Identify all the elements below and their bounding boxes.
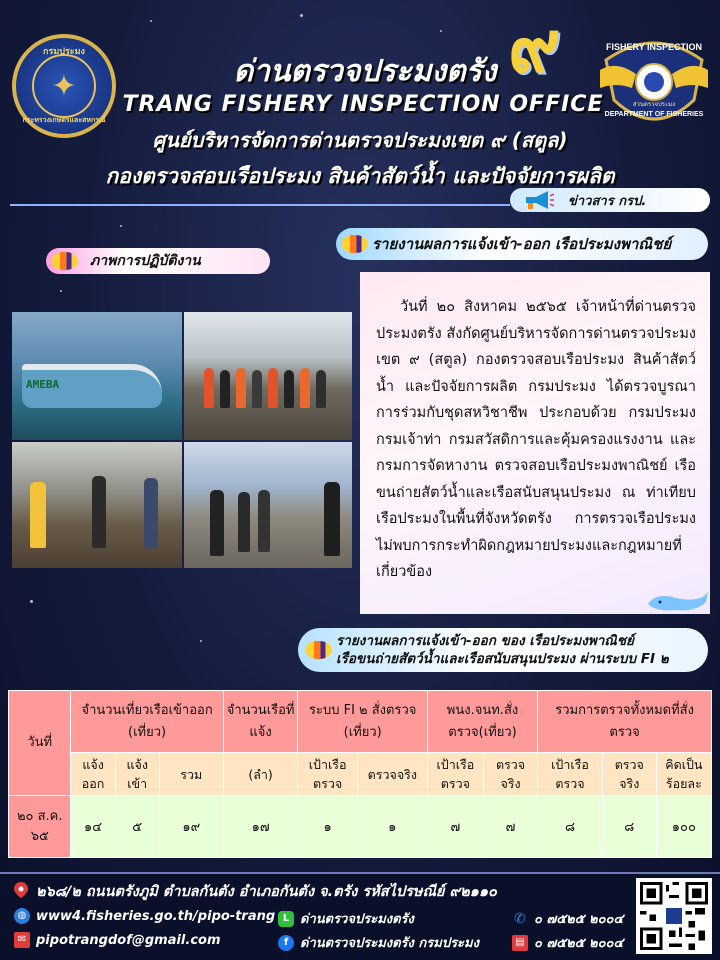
star	[150, 20, 152, 22]
person-figure	[324, 482, 340, 556]
phone-text[interactable]: ๐ ๗๕๒๕ ๒๐๐๔	[534, 912, 624, 927]
line-app-icon: L	[278, 911, 294, 927]
star	[60, 290, 62, 292]
address-text: ๒๖๘/๒ ถนนตรังภูมิ ตำบลกันตัง อำเภอกันตัง จ.ตรัง รหัสไปรษณีย์ ๙๒๑๑๐	[36, 884, 497, 900]
globe-icon: ◍	[14, 908, 30, 924]
fi2-heading	[298, 628, 708, 672]
divider	[10, 204, 510, 206]
fax-text[interactable]: ๐ ๗๕๒๕ ๒๐๐๔	[534, 936, 624, 951]
news-tag	[510, 188, 710, 212]
sub-out: แจ้งออก	[71, 753, 115, 796]
footer-divider	[0, 872, 720, 874]
fish-icon	[52, 252, 78, 270]
star	[300, 14, 303, 17]
report-paragraph: วันที่ ๒๐ สิงหาคม ๒๕๖๕ เจ้าหน้าที่ด่านตรวจประมงตรัง สังกัดศูนย์บริหารจัดการด่านตรวจประมง เขต ๙ (สตูล) กองตรวจสอบเรือประมง สินค้าสัตว์น้ำ และปัจจัยการผลิต กรมประมง ได้ตรวจบูรณาการร่วมกับชุดสหวิชาชีพ ประกอบด้วย กรมประมง กรมเจ้าท่า กรมสวัสดิการและคุ้มครองแรงงาน และกรมการจัดหางาน ตรวจสอบเรือประมงพาณิชย์ เรือขนถ่ายสัตว์น้ำและเรือสนับสนุนประมง ณ ท่าเทียบเรือประมงในพื้นที่จังหวัดตรัง การตรวจเรือประมง ไม่พบการกระทำผิดกฎหมายประมงและกฎหมายที่เกี่ยวข้อง	[376, 299, 696, 580]
facebook-text[interactable]: ด่านตรวจประมงตรัง กรมประมง	[300, 936, 479, 951]
person-figure	[258, 490, 270, 552]
sub-fi2-actual: ตรวจจริง	[357, 753, 427, 796]
fishery-inspection-logo	[596, 30, 712, 134]
cell-pipo-actual: ๗	[483, 796, 537, 858]
sub-sum: รวม	[159, 753, 223, 796]
table-header-row	[9, 691, 712, 753]
footer-line-account[interactable]	[278, 908, 414, 929]
person-figure	[30, 482, 46, 548]
fish-icon	[342, 235, 368, 253]
fi2-heading-line2: เรือขนถ่ายสัตว์น้ำและเรือสนับสนุนประมง ผ่านระบบ FI ๒	[336, 651, 669, 667]
person-figure	[238, 492, 250, 552]
logo-right-top-text: FISHERY INSPECTION	[605, 42, 703, 52]
qr-code-icon	[640, 882, 708, 950]
photo-fishing-boat	[12, 312, 182, 440]
sub-percent: คิดเป็นร้อยละ	[656, 753, 711, 796]
email-icon: ✉	[14, 932, 30, 948]
fish-icon	[306, 641, 332, 659]
phone-icon: ✆	[514, 910, 526, 927]
office-title-english: TRANG FISHERY INSPECTION OFFICE	[122, 92, 604, 117]
cell-fi2-actual: ๑	[357, 796, 427, 858]
col-pipo-header: พนง.จนท.สั่งตรวจ(เที่ยว)	[427, 691, 537, 753]
col-vessels-header: จำนวนเรือที่แจ้ง	[223, 691, 298, 753]
person-figure	[144, 478, 158, 548]
star	[120, 225, 122, 227]
person-figure	[236, 368, 246, 408]
sub-total-target: เป้าเรือตรวจ	[538, 753, 603, 796]
email-text[interactable]: pipotrangdof@gmail.com	[36, 932, 221, 948]
location-pin-icon	[14, 882, 28, 898]
cell-vessels: ๑๗	[223, 796, 298, 858]
person-figure	[316, 370, 326, 408]
cell-in: ๕	[115, 796, 159, 858]
person-figure	[284, 370, 294, 408]
logo-right-bottom-text: DEPARTMENT OF FISHERIES	[604, 111, 704, 118]
photo-dock-inspection	[12, 442, 182, 568]
photo-collage	[12, 312, 352, 568]
facebook-icon: f	[278, 935, 294, 951]
office-title-thai: ด่านตรวจประมงตรัง	[233, 54, 497, 89]
footer-website[interactable]	[14, 908, 275, 924]
department-of-fisheries-logo	[12, 34, 116, 138]
cell-total-target: ๘	[538, 796, 603, 858]
fi2-heading-line1: รายงานผลการแจ้งเข้า-ออก ของ เรือประมงพาณิชย์	[336, 633, 634, 649]
website-text[interactable]: www4.fisheries.go.th/pipo-trang	[36, 908, 276, 924]
person-figure	[252, 370, 262, 408]
report-text-card	[360, 272, 710, 614]
cell-total-actual: ๘	[602, 796, 656, 858]
cell-pipo-target: ๗	[427, 796, 483, 858]
division-subtitle: กองตรวจสอบเรือประมง สินค้าสัตว์น้ำ และปัจจัยการผลิต	[105, 164, 615, 188]
person-figure	[204, 368, 214, 408]
sub-in: แจ้งเข้า	[115, 753, 159, 796]
emblem-icon: ✦	[32, 54, 96, 118]
megaphone-icon	[524, 191, 554, 209]
region-number-badge: ๙	[508, 3, 561, 88]
sub-pipo-actual: ตรวจจริง	[483, 753, 537, 796]
star	[200, 640, 202, 642]
center-subtitle: ศูนย์บริหารจัดการด่านตรวจประมงเขต ๙ (สตูล)	[152, 128, 568, 152]
inspection-stats-table	[8, 690, 712, 858]
col-day-header: วันที่	[9, 691, 71, 796]
line-text[interactable]: ด่านตรวจประมงตรัง	[300, 912, 414, 927]
boat-name-label: AMEBA	[26, 378, 60, 391]
cell-sum: ๑๙	[159, 796, 223, 858]
person-figure	[220, 370, 230, 408]
cell-fi2-target: ๑	[298, 796, 357, 858]
star	[440, 30, 442, 32]
person-figure	[300, 368, 310, 408]
footer-facebook[interactable]	[278, 932, 479, 953]
photo-team-group	[184, 312, 352, 440]
photo-port-checkpoint	[184, 442, 352, 568]
fax-icon: ▤	[512, 935, 528, 951]
col-trips-header: จำนวนเที่ยวเรือเข้าออก (เที่ยว)	[71, 691, 223, 753]
photo-heading	[46, 248, 270, 274]
cell-day: ๒๐ ส.ค. ๖๕	[9, 796, 71, 858]
sub-pipo-target: เป้าเรือตรวจ	[427, 753, 483, 796]
news-tag-label: ข่าวสาร กรป.	[568, 193, 647, 209]
footer-address	[14, 880, 497, 903]
whale-icon	[646, 590, 710, 614]
person-figure	[268, 368, 278, 408]
qr-code[interactable]	[636, 878, 712, 954]
col-fi2-header: ระบบ FI ๒ สั่งตรวจ (เที่ยว)	[298, 691, 427, 753]
photo-heading-label: ภาพการปฏิบัติงาน	[90, 253, 201, 269]
logo-text-bottom: กระทรวงเกษตรและสหกรณ์	[22, 116, 106, 124]
footer-fax[interactable]	[512, 932, 623, 953]
table-row	[9, 796, 712, 858]
footer-phone[interactable]	[512, 908, 623, 929]
person-figure	[210, 490, 224, 556]
sub-fi2-target: เป้าเรือตรวจ	[298, 753, 357, 796]
footer-email[interactable]	[14, 932, 221, 948]
table-subheader-row	[9, 753, 712, 796]
col-total-header: รวมการตรวจทั้งหมดที่สั่งตรวจ	[538, 691, 712, 753]
report-heading-label: รายงานผลการแจ้งเข้า-ออก เรือประมงพาณิชย์	[372, 235, 672, 253]
sub-total-actual: ตรวจจริง	[602, 753, 656, 796]
logo-text-top: กรมประมง	[43, 47, 85, 57]
logo-right-center-text: ส่วนตรวจประมง	[632, 101, 676, 108]
cell-out: ๑๔	[71, 796, 115, 858]
star	[30, 600, 33, 603]
sub-unit: (ลำ)	[223, 753, 298, 796]
person-figure	[92, 476, 106, 548]
cell-percent: ๑๐๐	[656, 796, 711, 858]
report-heading	[336, 228, 708, 260]
